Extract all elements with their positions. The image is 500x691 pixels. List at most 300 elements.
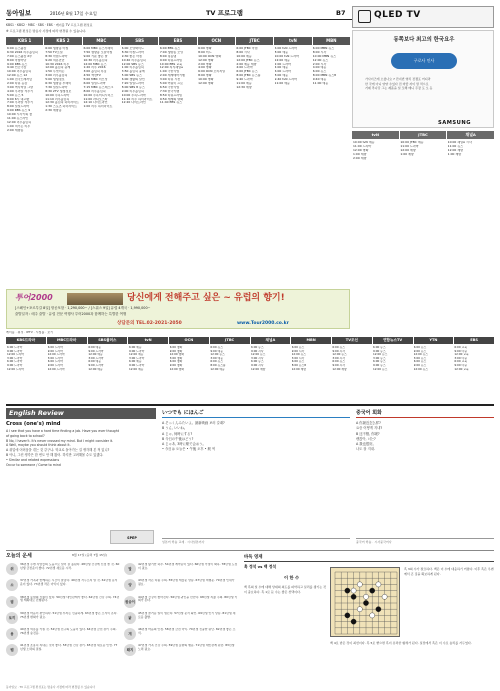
channel-tab-8[interactable]: MBN [313, 37, 350, 45]
fortune-text: 38년생 뜻밖의 기쁨이 있다. 50년생 대인관계가 좋다. 62년생 건강 주의. 74년생 계획대로 진행된다. [20, 595, 120, 603]
program-listing[interactable]: 3:00 리우올림픽 [45, 74, 68, 78]
program-listing[interactable]: 9:30 좋은 아침 [121, 54, 142, 58]
japanese-footer: 일본어 학습 교재 · 시사일본어사 [162, 538, 350, 545]
program-listing[interactable]: 9:00 시사 [332, 363, 345, 367]
program-listing[interactable]: 9:50 세계의 명화 [159, 97, 184, 101]
cable-channel-tab-9[interactable]: 연합뉴스TV [373, 337, 413, 344]
program-listing[interactable]: 12:00 뉴스 [332, 353, 347, 357]
program-listing[interactable]: 6:00 6시 내고향 [7, 97, 30, 101]
program-listing[interactable]: 8:30 2TV 생생정보 [45, 89, 72, 93]
channel-tab-6[interactable]: JTBC [236, 37, 273, 45]
program-listing[interactable]: 9:00 뉴스 [413, 349, 427, 353]
program-listing[interactable]: 12:00 재방 [251, 367, 266, 371]
tour-website[interactable]: www.Tour2000.co.kr [237, 321, 289, 326]
program-listing[interactable]: 4:00 드라마 [236, 66, 253, 70]
program-listing[interactable]: 8:30 아침드라마 [45, 54, 68, 58]
program-listing[interactable]: 6:00 예능 [88, 360, 101, 364]
program-listing[interactable]: 10:00 시사기획 창 [7, 113, 33, 117]
program-listing[interactable]: 8:30 아침드라마 [121, 50, 144, 54]
program-listing[interactable]: 12:00 드라마 [47, 367, 65, 371]
baduk-player: 이 한 수 [284, 575, 300, 580]
channel-tab-0[interactable]: KBS 1 [6, 37, 43, 45]
program-listing[interactable]: 1:00 재방 [353, 152, 367, 156]
program-listing[interactable]: 11:00 뉴스 [447, 144, 464, 148]
program-listing[interactable]: 5:00 뉴스 5 [7, 93, 24, 97]
cable-channel-tab-7[interactable]: MBN [291, 337, 331, 344]
program-listing[interactable]: 11:00 드라마 [353, 144, 372, 148]
program-listing[interactable]: 2:00 드라마 [274, 62, 291, 66]
program-listing[interactable]: 9:40 tvN 드라마 [274, 78, 298, 82]
program-listing[interactable]: 8:00 뉴스룸 [210, 363, 226, 367]
program-listing[interactable]: 3:00 영화 [169, 356, 183, 360]
program-listing[interactable]: 8:00 시사 [312, 50, 327, 54]
program-listing[interactable]: 4:00 예능 [312, 66, 327, 70]
program-listing[interactable]: 8:00 MBN 뉴스8 [312, 74, 337, 78]
program-listing[interactable]: 10:00 EBS 교육 [159, 62, 183, 66]
program-listing[interactable]: 12:00 재방 [332, 367, 347, 371]
program-listing[interactable]: 8:00 일일드라마 [7, 105, 30, 109]
cable-channel-tab-8[interactable]: TV조선 [332, 337, 372, 344]
english-line: A 취업에 어려움을 겪는 것 같구나. 학교로 돌아가는 걸 생각해 본 적 있니? [6, 448, 110, 453]
program-listing[interactable]: 1:20 리우 2016 [83, 66, 106, 70]
zodiac-icon: 범 [6, 596, 18, 608]
program-listing[interactable]: 9:00 시사 [251, 363, 264, 367]
baduk-match: 흑 정석 vs 백 정석 [244, 564, 277, 569]
program-listing[interactable]: 12:00 드라마 [47, 353, 65, 357]
program-listing[interactable]: 6:00 뉴스 [312, 70, 327, 74]
program-listing[interactable]: 8:00 미드 [198, 50, 212, 54]
program-listing[interactable]: 12:10 나이트라인 [83, 101, 108, 105]
fortune-row [6, 596, 120, 612]
program-listing[interactable]: 9:00 뉴스 [373, 349, 386, 353]
program-listing[interactable]: 10:40 리우올림픽 [121, 58, 146, 62]
program-listing[interactable]: 12:00 뉴스 [312, 58, 329, 62]
program-listing[interactable]: 12:00 드라마 [7, 367, 25, 371]
program-listing[interactable]: 6:00 tvN 드라마 [274, 47, 298, 50]
tour-slogan: 당신에게 전해주고 싶은 ~ 유럽의 향기! [127, 293, 285, 303]
program-listing[interactable]: 6:00 뉴스 [210, 360, 223, 364]
program-listing[interactable]: 12:00 올림픽 중계 [45, 66, 71, 70]
program-listing[interactable]: 12:00 SBS 뉴스 [121, 62, 144, 66]
program-listing[interactable]: 3:00 시사 [291, 356, 305, 360]
program-listing[interactable]: 7:50 생방송 오늘아침 [83, 50, 113, 54]
cable-channel-tab-2[interactable]: SBS플러스 [88, 337, 128, 344]
right-channel-tab-0[interactable]: tvN [352, 131, 399, 139]
program-listing[interactable]: 12:00 예능 [129, 367, 144, 371]
baduk-section [244, 553, 494, 685]
program-listing[interactable]: 12:30 올림픽 하이라이트 [45, 101, 79, 105]
program-listing[interactable]: 10:00 tvN 예능 [353, 141, 375, 144]
program-listing[interactable]: 2:00 재방 [353, 156, 367, 160]
program-listing[interactable]: 1:00 여기는 리우 [7, 124, 31, 128]
program-listing[interactable]: 6:00 뉴스 [291, 360, 305, 364]
program-listing[interactable]: 9:00 뉴스 [413, 363, 427, 367]
program-listing[interactable]: 9:00 KBS 뉴스 9 [7, 109, 31, 113]
program-listing[interactable]: 9:00 KBS 뉴스 [7, 62, 28, 66]
program-listing[interactable]: 9:00 드라마 [47, 349, 63, 353]
program-listing[interactable]: 9:00 기분 좋은 날 [83, 54, 108, 58]
program-listing[interactable]: 12:00 재방 [400, 148, 416, 152]
program-listing[interactable]: 10:30 2016 리우 [45, 62, 70, 66]
cable-column-6 [251, 346, 290, 402]
tour-ad[interactable] [6, 289, 350, 329]
program-listing[interactable]: 12:00 뉴스 [413, 367, 429, 371]
program-listing[interactable]: 6:00 뉴스광장 [7, 47, 27, 50]
program-listing[interactable]: 2:00 시사 [312, 62, 327, 66]
program-listing[interactable]: 2:00 예능 재방 [236, 62, 257, 66]
program-listing[interactable]: 6:00 뉴스 [373, 360, 386, 364]
program-listing[interactable]: 9:20 여유만만 [45, 58, 65, 62]
program-listing[interactable]: 2:00 세계테마기행 [159, 74, 185, 78]
program-listing[interactable]: 6:00 MBN 뉴스 [312, 47, 335, 50]
white-stone [351, 588, 356, 593]
program-listing[interactable]: 1:30 스포츠 하이라이트 [45, 105, 78, 109]
program-listing[interactable]: 11:00 예능 [312, 82, 329, 86]
program-listing[interactable]: 5:00 생생정보 [45, 78, 65, 82]
program-listing[interactable]: 2:00 영화 [198, 62, 212, 66]
program-listing[interactable]: 12:00 지식채널e [159, 66, 183, 70]
program-listing[interactable]: 8:00 영화 [198, 74, 212, 78]
program-listing[interactable]: 4:50 섹션TV [83, 74, 101, 78]
program-listing[interactable]: 3:00 뉴스 [413, 356, 427, 360]
program-listing[interactable]: 6:00 교육 [454, 346, 467, 349]
program-listing[interactable]: 6:00 OCN 오리지널 [198, 70, 226, 74]
program-listing[interactable]: 2:30 재방송 [45, 109, 62, 113]
program-listing[interactable]: 12:00 뉴스 [373, 367, 388, 371]
fortune-text: 43년생 작은 다툼 주의. 55년생 재물운 상승. 67년생 여행운. 79년생 인내가 필요. [138, 579, 235, 587]
program-listing[interactable]: 3:00 다큐 [454, 356, 467, 360]
program-listing[interactable]: 5:00 어린이 프로 [159, 82, 184, 86]
program-listing[interactable]: 3:00 예능 [210, 356, 223, 360]
program-listing[interactable]: 9:40 예능 [312, 78, 327, 82]
program-listing[interactable]: 6:00 교육 [454, 360, 467, 364]
schedule-note: KBS1 · KBS2 · MBC · SBS · EBS · 케이블 TV 프로그램 편성표 [6, 23, 93, 27]
program-listing[interactable]: 9:00 시사 [251, 349, 264, 353]
program-listing[interactable]: 10:00 수목미니시리즈 [83, 93, 114, 97]
program-listing[interactable]: 3:00 역사저널 그날 [7, 85, 34, 89]
program-listing[interactable]: 12:00 영화 [169, 353, 185, 357]
fortune-row [124, 644, 238, 660]
tour-line-1: [스페인+포르투갈 8일] 항공포함 · 1,290,000~ / [스위스 9일] 유럽 4개국 · 1,990,000~ [15, 306, 151, 310]
program-listing[interactable]: 3:00 드라마 [7, 356, 23, 360]
program-listing[interactable]: 11:00 뉴스라인 [7, 117, 29, 121]
black-stone [345, 613, 350, 618]
cable-channel-tab-6[interactable]: 채널A [251, 337, 291, 344]
publication-date: 2016년 8월 17일 수요일 [50, 11, 97, 16]
cable-channel-tab-4[interactable]: OCN [169, 337, 209, 344]
program-listing[interactable]: 10:30 리우올림픽 [83, 58, 108, 62]
program-listing[interactable]: 8:00 리우올림픽 [83, 89, 106, 93]
program-listing[interactable]: 12:00 뉴스 [413, 353, 429, 357]
program-listing[interactable]: 10:00 수목드라마 [121, 93, 146, 97]
tv-icon [358, 10, 371, 23]
program-listing[interactable]: 6:00 뉴스 [332, 346, 345, 349]
program-listing[interactable]: 12:00 뉴스 [210, 353, 225, 357]
program-listing[interactable]: 1:00 극한직업 [159, 70, 180, 74]
program-listing[interactable]: 12:00 예능 [210, 367, 225, 371]
fortune-row [6, 628, 120, 644]
program-listing[interactable]: 1:00 전국노래자랑 [7, 78, 33, 82]
program-listing[interactable]: 8:00 SBS 8 뉴스 [121, 85, 145, 89]
program-listing[interactable]: 5:00 SBS 뉴스 [121, 74, 142, 78]
chinese-lesson [356, 408, 494, 548]
program-listing[interactable]: 12:00 MBC 뉴스 [83, 62, 107, 66]
cable-channel-tab-3[interactable]: tvN [128, 337, 168, 344]
program-listing[interactable]: 11:00 드라마 [400, 144, 419, 148]
zodiac-icon: 토끼 [6, 612, 18, 624]
english-line: • Similar and related expressions [6, 457, 60, 462]
program-listing[interactable]: 6:00 뉴스 [251, 346, 264, 349]
program-listing[interactable]: 6:00 일일드라마 [83, 82, 106, 86]
program-listing[interactable]: 10:00 MBN 뉴스 [312, 54, 337, 58]
program-listing[interactable]: 4:00 영화 [198, 66, 212, 70]
program-listing[interactable]: 9:00 예능 [210, 349, 223, 353]
qled-ad-banner[interactable] [352, 6, 494, 28]
white-stone [376, 582, 381, 587]
program-listing[interactable]: 6:30 생방송 투데이 [45, 82, 72, 86]
program-listing[interactable]: 4:00 예능 [274, 66, 289, 70]
program-listing[interactable]: 12:00 예능 [88, 353, 103, 357]
program-listing[interactable]: 12:00 영화 [169, 367, 185, 371]
black-stone [370, 588, 375, 593]
channel-tab-3[interactable]: SBS [121, 37, 158, 45]
white-stone [357, 582, 362, 587]
program-listing[interactable]: 9:00 시사 [332, 349, 345, 353]
program-listing[interactable]: 3:00 다큐 시선 [159, 78, 181, 82]
cable-channel-tab-5[interactable]: JTBC [210, 337, 250, 344]
go-board-grid [331, 568, 401, 638]
program-listing[interactable]: 9:00 드라마 [88, 363, 104, 367]
program-listing[interactable]: 4:00 우리말 겨루기 [7, 89, 34, 93]
program-listing[interactable]: 5:00 MBC 이브닝 [83, 78, 108, 82]
cable-column-5 [210, 346, 249, 402]
program-listing[interactable]: 11:00 라디오스타 [83, 97, 108, 101]
program-listing[interactable]: 3:00 뉴스 [373, 356, 386, 360]
program-listing[interactable]: 6:00 JTBC 뉴스 [236, 70, 258, 74]
program-listing[interactable]: 1:00 리우 하이라이트 [83, 105, 113, 109]
program-listing[interactable]: 3:00 드라마 [129, 356, 145, 360]
program-listing[interactable]: 8:00 뉴스8 [291, 363, 307, 367]
tour-phone[interactable]: 상담문의 TEL.02-2021-2050 [117, 321, 182, 326]
program-listing[interactable]: 10:00 예능 [236, 54, 252, 58]
cable-channel-tab-1[interactable]: MBC드라마 [47, 337, 87, 344]
program-listing[interactable]: 8:50 다큐프라임 [159, 93, 183, 97]
fortune-text: 37년생 가족과 함께하는 시간이 즐겁다. 49년생 서두르지 말 것. 61년생 문서운이 있다. 73년생 작은 이익이 있다. [20, 579, 118, 587]
program-listing[interactable]: 6:00 생방송 아침 [45, 47, 69, 50]
program-listing[interactable]: 1:00 재방 [400, 152, 414, 156]
program-listing[interactable]: 6:00 모닝와이드 [121, 47, 144, 50]
program-listing[interactable]: 6:00 MBC 뉴스투데이 [83, 47, 114, 50]
program-listing[interactable]: 6:00 드라마 [47, 360, 63, 364]
program-listing[interactable]: 3:00 시사 [251, 356, 264, 360]
program-listing[interactable]: 6:00 뉴스 [210, 346, 223, 349]
japan-ad[interactable] [352, 30, 494, 128]
program-listing[interactable]: 12:20 나이트라인 [121, 101, 146, 105]
program-listing[interactable]: 6:00 뉴스 [291, 346, 305, 349]
program-listing[interactable]: 7:30 한국기행 [159, 89, 180, 93]
program-listing[interactable]: 6:00 생활의 달인 [121, 78, 145, 82]
program-listing[interactable]: 10:00 리우올림픽 [7, 70, 32, 74]
program-listing[interactable]: 10:00 tvN 드라마 [274, 54, 299, 58]
program-listing[interactable]: 1:50 무엇이든 [45, 70, 65, 74]
program-listing[interactable]: 12:30 재방 [236, 85, 252, 89]
program-listing[interactable]: 9:00 드라마 [129, 363, 145, 367]
program-listing[interactable]: 6:00 뉴스 [413, 360, 427, 364]
baduk-body-right: 흑 3의 수가 절묘하다. 백은 이 수에 대응하기 어렵다. 이후 흑은 우변에서 큰 집을 확보하게 된다. [404, 567, 494, 576]
program-listing[interactable]: 9:00 시사 [291, 349, 305, 353]
cable-column-10 [414, 346, 453, 402]
right-channel-tab-2[interactable]: 채널A [447, 131, 494, 139]
channel-tab-7[interactable]: tvN [274, 37, 311, 45]
program-listing[interactable]: 7:00 뉴스광장 2부 [7, 54, 33, 58]
program-listing[interactable]: 8:00 예능 [274, 74, 289, 78]
program-listing[interactable]: 12:00 교육 [454, 353, 469, 357]
program-listing[interactable]: 9:40 인간극장 [7, 66, 27, 70]
go-board [330, 567, 400, 637]
channel-tab-2[interactable]: MBC [83, 37, 120, 45]
program-listing[interactable]: 12:00 리우올림픽 [7, 120, 32, 124]
program-listing[interactable]: 9:00 다큐 [454, 363, 467, 367]
program-listing[interactable]: 12:00 영화 [353, 148, 369, 152]
program-listing[interactable]: 9:00 뉴스 [373, 363, 386, 367]
program-listing[interactable]: 9:40 드라마 [236, 78, 253, 82]
program-listing[interactable]: 12:00 뉴스 12 [7, 74, 28, 78]
program-listing[interactable]: 6:00 EBS 뉴스 [159, 47, 181, 50]
program-listing[interactable]: 6:00 영화 [169, 360, 183, 364]
program-listing[interactable]: 2:00 재방송 [7, 128, 24, 132]
program-listing[interactable]: 6:00 뉴스 [332, 360, 345, 364]
program-listing[interactable]: 12:00 재방 [291, 367, 307, 371]
program-listing[interactable]: 7:20 일일드라마 [121, 82, 144, 86]
cable-channel-tab-10[interactable]: YTN [414, 337, 454, 344]
cable-column-0 [7, 346, 46, 402]
program-listing[interactable]: 6:00 예능 [129, 360, 142, 364]
program-listing[interactable]: 11:40 EBS 뉴스 [159, 101, 183, 105]
program-listing[interactable]: 10:00 영화 [198, 78, 214, 82]
program-listing[interactable]: 3:00 올림픽 특집 [83, 70, 107, 74]
program-listing[interactable]: 12:00 뉴스 [373, 353, 388, 357]
program-listing[interactable]: 9:00 드라마 [88, 349, 104, 353]
program-listing[interactable]: 10:00 채널A 시사 [447, 141, 472, 144]
program-listing[interactable]: 6:00 드라마 [47, 346, 63, 349]
program-listing[interactable]: 6:00 뉴스 [251, 360, 264, 364]
program-listing[interactable]: 6:00 드라마 [7, 346, 23, 349]
program-listing[interactable]: 12:00 영화 [198, 58, 214, 62]
program-listing[interactable]: 12:00 JTBC 뉴스 [236, 58, 260, 62]
program-listing[interactable]: 12:00 예능 [274, 58, 290, 62]
program-listing[interactable]: 7:15 MBC 뉴스데스크 [83, 85, 114, 89]
page-number: B7 [336, 9, 346, 17]
program-listing[interactable]: 6:00 JTBC 아침 [236, 47, 258, 50]
program-listing[interactable]: 9:00 영화 [169, 349, 183, 353]
program-listing[interactable]: 6:00 영화 [169, 346, 183, 349]
japanese-body [162, 421, 350, 453]
channel-tab-1[interactable]: KBS 2 [44, 37, 81, 45]
program-listing[interactable]: 6:50 극한직업 [159, 85, 180, 89]
program-listing[interactable]: 7:50 TV소설 [45, 50, 63, 54]
program-listing[interactable]: 3:00 드라마 [88, 356, 104, 360]
program-listing[interactable]: 3:00 시사 [332, 356, 345, 360]
program-listing[interactable]: 12:00 뉴스 [251, 353, 266, 357]
program-listing[interactable]: 12:00 재방 [447, 148, 464, 152]
fortune-row [6, 644, 120, 660]
program-listing[interactable]: 9:00 다큐 [454, 349, 467, 353]
program-listing[interactable]: 9:00 영화 [169, 363, 183, 367]
program-listing[interactable]: 3:50 올림픽 중계 [121, 70, 145, 74]
program-listing[interactable]: 7:00 생방송 모닝 [159, 50, 184, 54]
program-listing[interactable]: 9:00 다큐프라임 [159, 58, 183, 62]
program-listing[interactable]: 11:10 리우올림픽 [45, 97, 70, 101]
program-listing[interactable]: 12:00 뉴스 [291, 353, 307, 357]
program-listing[interactable]: 3:00 드라마 [47, 356, 63, 360]
channel-tab-5[interactable]: OCN [198, 37, 235, 45]
program-listing[interactable]: 11:00 예능 [274, 82, 290, 86]
program-listing[interactable]: 11:10 리우 하이라이트 [121, 97, 153, 101]
program-listing[interactable]: 12:00 교육 [454, 367, 469, 371]
program-listing[interactable]: 12:00 예능 [129, 353, 144, 357]
program-listing[interactable]: 1:00 리우올림픽 [121, 66, 144, 70]
program-listing[interactable]: 12:00 드라마 [7, 353, 25, 357]
program-listing[interactable]: 10:00 OCN 영화 [198, 54, 222, 58]
program-listing[interactable]: 6:00 예능 [129, 346, 142, 349]
sponsor-badge[interactable]: SPEP [110, 530, 154, 544]
program-listing[interactable]: 1:00 재방 [447, 152, 462, 156]
program-listing[interactable]: 6:30 2016 리우올림픽 [7, 50, 38, 54]
cable-channel-tab-11[interactable]: EBS [454, 337, 494, 344]
channel-tab-4[interactable]: EBS [159, 37, 196, 45]
baduk-title: 바둑 영재 [244, 553, 494, 562]
fortune-text: 47년생 가족 건강 주의. 59년생 뜻밖의 행운. 71년생 대인관계 원만. 83년생 노력 필요. [138, 644, 235, 652]
program-listing[interactable]: 6:00 예능 [88, 346, 101, 349]
program-listing[interactable]: 6:00 뉴스 [413, 346, 427, 349]
program-listing[interactable]: 8:00 시사 [236, 50, 250, 54]
cable-column-2 [88, 346, 127, 402]
zodiac-icon: 원숭이 [124, 596, 136, 608]
program-listing[interactable]: 7:00 우리말 겨루기 [7, 101, 34, 105]
program-listing[interactable]: 10:00 JTBC 예능 [400, 141, 424, 144]
program-listing[interactable]: 12:00 예능 [88, 367, 103, 371]
program-listing[interactable]: 6:00 영화 [198, 47, 212, 50]
program-listing[interactable]: 9:00 드라마 [7, 363, 23, 367]
program-listing[interactable]: 7:30 일일드라마 [45, 85, 68, 89]
fortune-row [124, 628, 238, 644]
program-listing[interactable]: 9:00 리우올림픽 [121, 89, 144, 93]
program-listing[interactable]: 6:00 뉴스 [373, 346, 386, 349]
program-listing[interactable]: 8:00 아침마당 [7, 58, 27, 62]
program-listing[interactable]: 9:00 드라마 [7, 349, 23, 353]
program-listing[interactable]: 6:00 드라마 [274, 70, 291, 74]
black-stone [363, 600, 368, 605]
right-schedule-column-2 [448, 141, 493, 287]
program-listing[interactable]: 9:00 드라마 [129, 349, 145, 353]
program-listing[interactable]: 6:00 드라마 [7, 360, 23, 364]
program-listing[interactable]: 9:00 드라마 [47, 363, 63, 367]
program-listing[interactable]: 11:00 예능 [236, 82, 252, 86]
program-listing[interactable]: 10:00 수목드라마 [45, 93, 70, 97]
program-listing[interactable]: 8:00 JTBC 뉴스룸 [236, 74, 261, 78]
white-stone [357, 607, 362, 612]
right-channel-tab-1[interactable]: JTBC [400, 131, 447, 139]
program-listing[interactable]: 8:00 예능 [274, 50, 289, 54]
fortune-row [6, 579, 120, 595]
cable-channel-tab-0[interactable]: KBS드라마 [6, 337, 46, 344]
tour-logo: 투어2000 [15, 293, 53, 302]
schedule-column-5 [198, 47, 234, 287]
right-channel-header [352, 131, 494, 139]
program-listing[interactable]: 12:00 영화 [198, 82, 214, 86]
program-listing[interactable]: 2:00 다큐 공감 [7, 82, 28, 86]
program-listing[interactable]: 8:00 딩동댕 [159, 54, 177, 58]
